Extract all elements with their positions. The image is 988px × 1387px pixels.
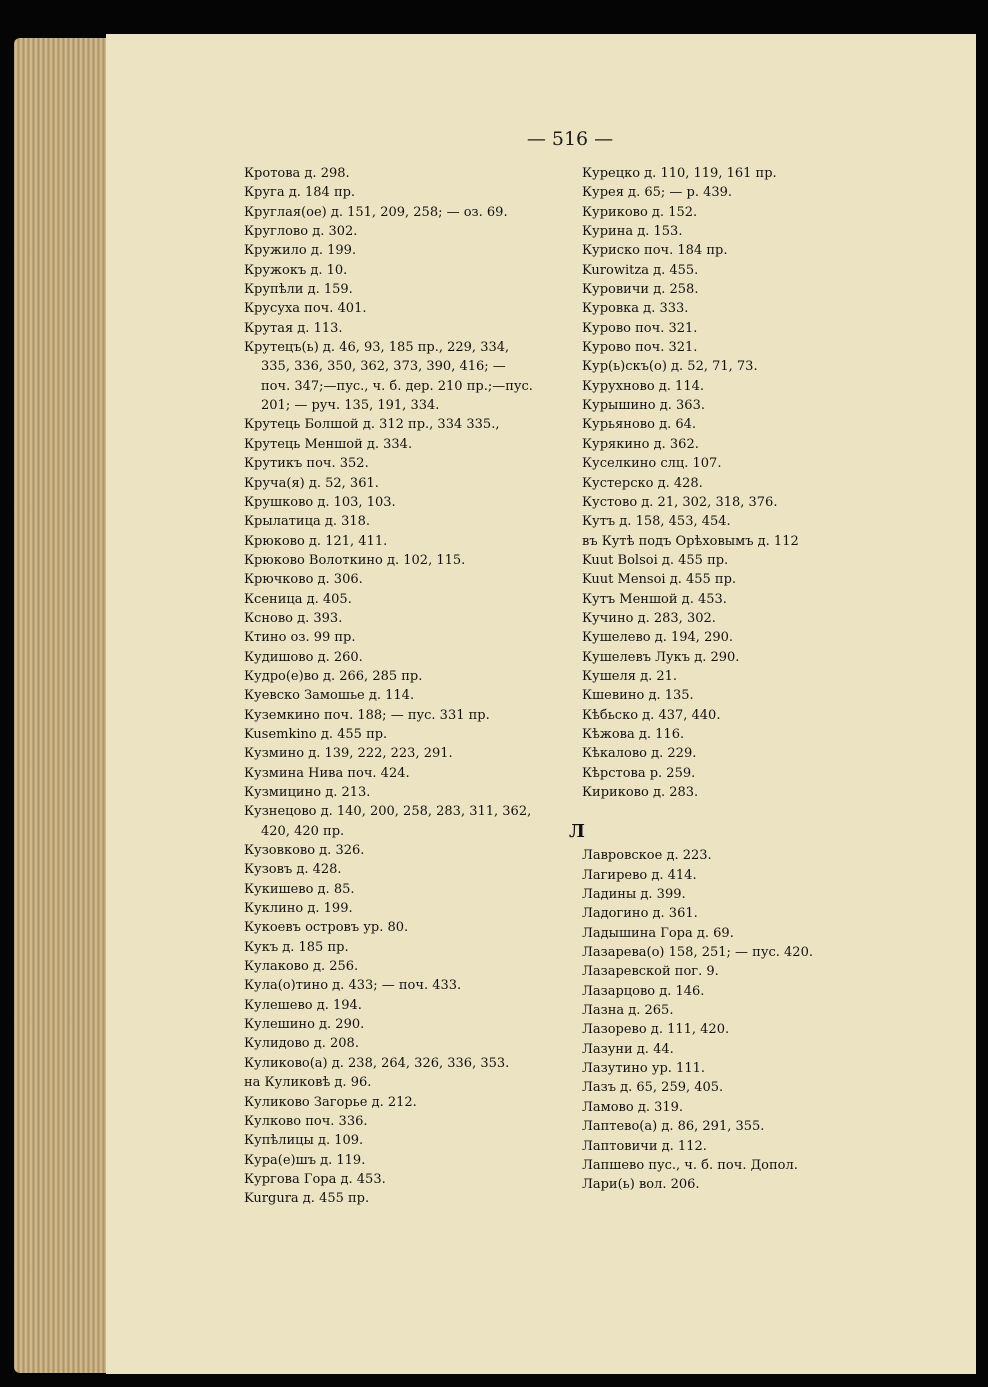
index-entry: Круча(я) д. 52, 361. — [244, 475, 379, 491]
index-entry: на Куликовѣ д. 96. — [244, 1075, 372, 1091]
index-entry: Крюково Волоткино д. 102, 115. — [244, 552, 466, 568]
index-entry: Куровка д. 333. — [582, 301, 689, 317]
index-entry: Куклино д. 199. — [244, 901, 353, 917]
index-entry: Ктино оз. 99 пр. — [244, 630, 356, 646]
index-entry: Ксеница д. 405. — [244, 591, 352, 607]
index-entry: Курякино д. 362. — [582, 436, 699, 452]
book-page-edges — [14, 38, 114, 1373]
index-entry: Куселкино слц. 107. — [582, 456, 722, 472]
index-entry: Лазарцово д. 146. — [582, 983, 705, 999]
index-entry: Лазутино ур. 111. — [582, 1061, 705, 1077]
index-entry: Курея д. 65; — р. 439. — [582, 185, 733, 201]
index-entry: Кустово д. 21, 302, 318, 376. — [582, 494, 778, 510]
index-entry: Кушелевъ Лукъ д. 290. — [582, 649, 740, 665]
index-entry: Кузовъ д. 428. — [244, 862, 342, 878]
index-entry: Кузовково д. 326. — [244, 843, 365, 859]
index-entry: Кѣбьско д. 437, 440. — [582, 707, 721, 723]
index-entry: Кукишево д. 85. — [244, 881, 355, 897]
index-entry: Кургова Гора д. 453. — [244, 1171, 386, 1187]
index-entry: Кучино д. 283, 302. — [582, 610, 716, 626]
index-entry: Кружокъ д. 10. — [244, 262, 348, 278]
index-entry: Кутъ д. 158, 453, 454. — [582, 514, 731, 530]
index-entry: Кулаково д. 256. — [244, 959, 359, 975]
index-entry: Кула(о)тино д. 433; — поч. 433. — [244, 978, 462, 994]
index-entry: Кудро(е)во д. 266, 285 пр. — [244, 668, 423, 684]
index-entry: Кружило д. 199. — [244, 243, 357, 259]
section-letter-heading: Л — [569, 821, 585, 843]
index-entry: въ Кутѣ подъ Орѣховымъ д. 112 — [582, 533, 799, 549]
index-entry: Куровичи д. 258. — [582, 282, 699, 298]
index-entry: Купѣлицы д. 109. — [244, 1133, 364, 1149]
index-entry: Крючково д. 306. — [244, 572, 363, 588]
index-entry: Кутъ Меншой д. 453. — [582, 591, 727, 607]
index-entry: Круглая(ое) д. 151, 209, 258; — оз. 69. — [244, 204, 508, 220]
index-entry: Лавровское д. 223. — [582, 848, 712, 864]
index-entry: Кустерско д. 428. — [582, 475, 703, 491]
index-entry: Кулешино д. 290. — [244, 1017, 365, 1033]
index-entry-continuation: поч. 347;—пус., ч. б. дер. 210 пр.;—пус. — [261, 378, 533, 394]
index-entry: Курухново д. 114. — [582, 378, 704, 394]
index-entry: Лаптовичи д. 112. — [582, 1138, 707, 1154]
index-column-right — [569, 164, 872, 1195]
index-entry: Ксново д. 393. — [244, 610, 343, 626]
index-entry: Кузнецово д. 140, 200, 258, 283, 311, 362, — [244, 804, 532, 820]
index-entry: Курецко д. 110, 119, 161 пр. — [582, 166, 777, 181]
index-entry: Кшевино д. 135. — [582, 688, 694, 704]
index-list-l — [582, 846, 872, 1194]
index-entry: Лазарева(о) 158, 251; — пус. 420. — [582, 945, 813, 961]
index-entry: Лазъ д. 65, 259, 405. — [582, 1080, 724, 1096]
index-entry: Крюково д. 121, 411. — [244, 533, 388, 549]
index-entry: Куриско поч. 184 пр. — [582, 243, 728, 259]
index-entry: Лазуни д. 44. — [582, 1041, 674, 1057]
index-entry: Кукъ д. 185 пр. — [244, 939, 349, 955]
index-entry: Крутець Болшой д. 312 пр., 334 335., — [244, 417, 500, 433]
index-entry: Кузмицино д. 213. — [244, 785, 371, 800]
index-entry: Куземкино поч. 188; — пус. 331 пр. — [244, 707, 490, 723]
index-entry: Кѣрстова р. 259. — [582, 765, 696, 781]
index-entry: Кротова д. 298. — [244, 166, 350, 181]
index-entry: Куриково д. 152. — [582, 204, 698, 220]
index-entry: Крутикъ поч. 352. — [244, 456, 369, 472]
index-entry: Крутецъ(ь) д. 46, 93, 185 пр., 229, 334, — [244, 340, 510, 356]
index-column-left — [244, 164, 574, 1209]
index-entry: Кура(е)шъ д. 119. — [244, 1152, 366, 1168]
index-entry: Курово поч. 321. — [582, 340, 698, 356]
index-entry: Лазорево д. 111, 420. — [582, 1022, 730, 1038]
index-entry: Кузмина Нива поч. 424. — [244, 765, 410, 781]
index-entry: Лапшево пус., ч. б. поч. Допол. — [582, 1157, 798, 1173]
index-list-k-continued — [582, 164, 872, 802]
index-entry: Ламово д. 319. — [582, 1099, 684, 1115]
index-entry: Кушелево д. 194, 290. — [582, 630, 734, 646]
index-entry: Kusemkino д. 455 пр. — [244, 726, 388, 742]
index-entry: Крутець Меншой д. 334. — [244, 436, 413, 452]
index-entry: Лагирево д. 414. — [582, 867, 697, 883]
index-entry: Кулково поч. 336. — [244, 1113, 368, 1129]
index-entry: Лазаревской пог. 9. — [582, 964, 719, 980]
index-entry: Кириково д. 283. — [582, 785, 699, 800]
index-entry: Кѣкалово д. 229. — [582, 746, 697, 762]
index-entry: Крутая д. 113. — [244, 320, 343, 336]
index-entry: Лаптево(а) д. 86, 291, 355. — [582, 1119, 765, 1135]
index-entry: Кукоевъ островъ ур. 80. — [244, 920, 409, 936]
index-entry: Куликово(а) д. 238, 264, 326, 336, 353. — [244, 1055, 510, 1071]
index-entry: Круга д. 184 пр. — [244, 185, 356, 201]
index-entry: Ладышина Гора д. 69. — [582, 925, 734, 941]
index-entry: Kuut Bolsoi д. 455 пр. — [582, 552, 729, 568]
index-entry: Куликово Загорье д. 212. — [244, 1094, 417, 1110]
index-entry-continuation: 420, 420 пр. — [261, 823, 345, 839]
index-entry: Ладины д. 399. — [582, 887, 686, 903]
index-entry: Курьяново д. 64. — [582, 417, 697, 433]
index-entry: Кушеля д. 21. — [582, 668, 678, 684]
page-number: — 516 — — [526, 128, 614, 150]
index-entry: Кур(ь)скъ(о) д. 52, 71, 73. — [582, 359, 758, 375]
index-entry: Кулидово д. 208. — [244, 1036, 359, 1052]
index-entry: Курышино д. 363. — [582, 398, 705, 414]
index-entry: Kurowitza д. 455. — [582, 262, 699, 278]
index-entry: Kuut Mensoi д. 455 пр. — [582, 572, 737, 588]
index-entry: Крупѣли д. 159. — [244, 282, 353, 298]
index-entry: Кудишово д. 260. — [244, 649, 363, 665]
index-entry: Кѣжова д. 116. — [582, 726, 685, 742]
index-entry: Kurgura д. 455 пр. — [244, 1191, 370, 1207]
index-entry: Кузмино д. 139, 222, 223, 291. — [244, 746, 453, 762]
index-entry: Крусуха поч. 401. — [244, 301, 367, 317]
index-entry: Курово поч. 321. — [582, 320, 698, 336]
index-entry-continuation: 335, 336, 350, 362, 373, 390, 416; — — [261, 359, 506, 375]
index-entry: Крушково д. 103, 103. — [244, 494, 396, 510]
index-entry: Лазна д. 265. — [582, 1003, 674, 1019]
index-entry: Лари(ь) вол. 206. — [582, 1177, 700, 1193]
index-entry: Курина д. 153. — [582, 224, 683, 240]
index-entry: Ладогино д. 361. — [582, 906, 698, 922]
index-entry: Круглово д. 302. — [244, 224, 358, 240]
index-entry: Крылатица д. 318. — [244, 514, 371, 530]
index-entry: Куевско Замошье д. 114. — [244, 688, 415, 704]
index-entry: Кулешево д. 194. — [244, 997, 362, 1013]
index-entry-continuation: 201; — руч. 135, 191, 334. — [261, 398, 440, 414]
